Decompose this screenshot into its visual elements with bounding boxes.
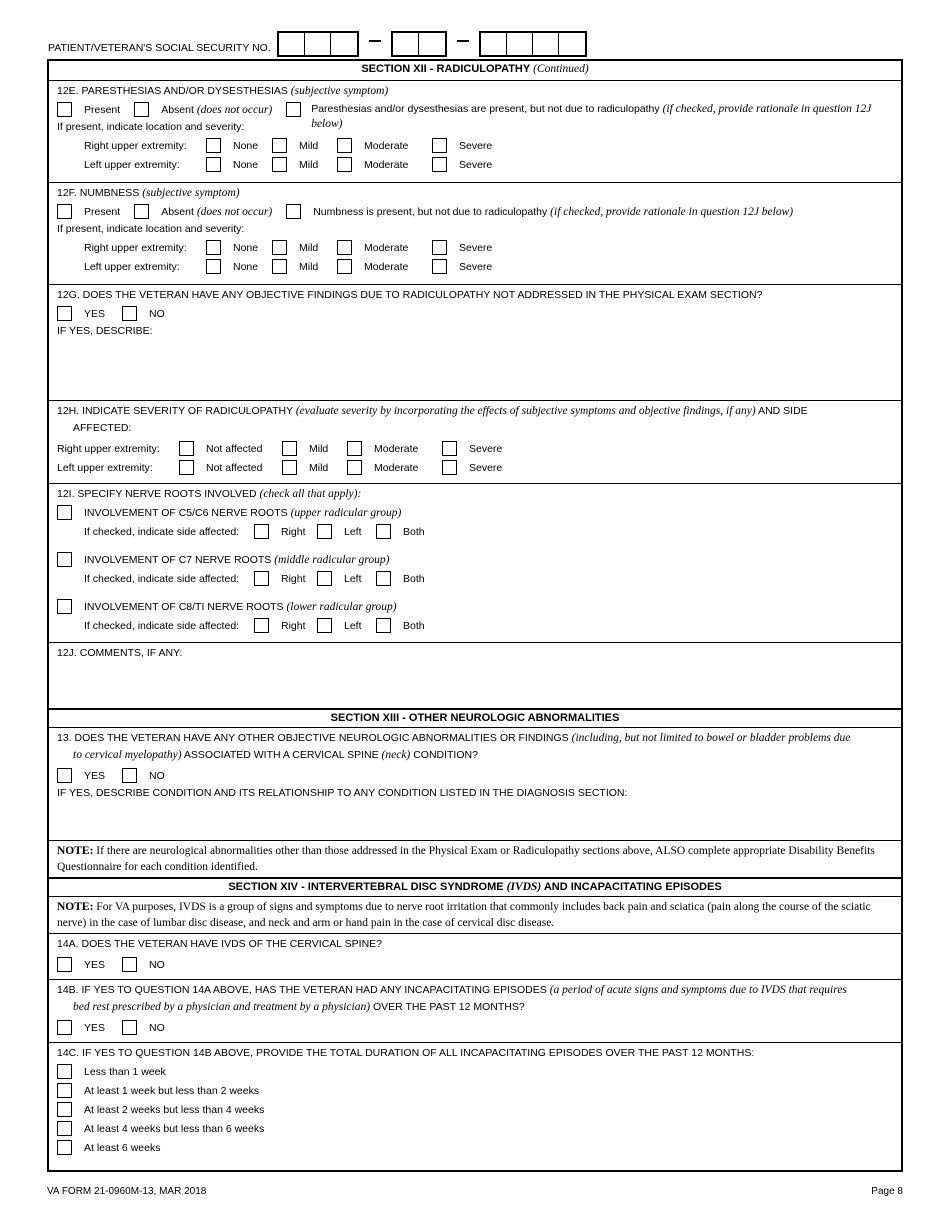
checkbox-none[interactable] bbox=[206, 240, 221, 255]
checkbox-right[interactable] bbox=[254, 618, 269, 633]
checkbox-severe[interactable] bbox=[432, 240, 447, 255]
checkbox-mild[interactable] bbox=[272, 157, 287, 172]
checkbox-not-affected[interactable] bbox=[179, 460, 194, 475]
checkbox-absent[interactable] bbox=[134, 204, 149, 219]
ssn-label: PATIENT/VETERAN'S SOCIAL SECURITY NO. bbox=[48, 42, 271, 54]
checkbox-no[interactable] bbox=[122, 957, 137, 972]
checkbox-none[interactable] bbox=[206, 259, 221, 274]
checkbox-not-radiculopathy[interactable] bbox=[286, 102, 301, 117]
checkbox-both[interactable] bbox=[376, 618, 391, 633]
checkbox-moderate[interactable] bbox=[337, 138, 352, 153]
question-14a: 14A. DOES THE VETERAN HAVE IVDS OF THE CERVICAL SPINE? YES NO bbox=[49, 934, 901, 980]
ssn-part-2[interactable] bbox=[391, 31, 447, 57]
question-12g: 12G. DOES THE VETERAN HAVE ANY OBJECTIVE FINDINGS DUE TO RADICULOPATHY NOT ADDRESSED IN THE PHYSICAL EXAM SECTION? YES NO IF YES, DESCRIBE: bbox=[49, 285, 901, 401]
checkbox-moderate[interactable] bbox=[337, 157, 352, 172]
form-number: VA FORM 21-0960M-13, MAR 2018 bbox=[47, 1186, 207, 1197]
checkbox-mild[interactable] bbox=[272, 138, 287, 153]
checkbox[interactable] bbox=[57, 1064, 72, 1079]
indicate-label: If present, indicate location and severity: bbox=[57, 223, 245, 235]
checkbox-c5c6[interactable] bbox=[57, 505, 72, 520]
question-14b: 14B. IF YES TO QUESTION 14A ABOVE, HAS THE VETERAN HAD ANY INCAPACITATING EPISODES (a period of acute signs and symptoms due to IVDS that requires bed rest prescribed by a physician and treatment by a physician) OVER THE PAST 12 MONTHS? YES NO bbox=[49, 980, 901, 1043]
section-xiv-header: SECTION XIV - INTERVERTEBRAL DISC SYNDROME (IVDS) AND INCAPACITATING EPISODES bbox=[49, 877, 901, 897]
checkbox[interactable] bbox=[57, 1083, 72, 1098]
checkbox-mild[interactable] bbox=[282, 460, 297, 475]
question-12j[interactable]: 12J. COMMENTS, IF ANY: bbox=[57, 647, 183, 659]
checkbox-none[interactable] bbox=[206, 138, 221, 153]
duration-option[interactable]: At least 4 weeks but less than 6 weeks bbox=[57, 1119, 893, 1138]
question-12i: 12I. SPECIFY NERVE ROOTS INVOLVED (check all that apply): INVOLVEMENT OF C5/C6 NERVE ROOTS (upper radicular group) If checked, indicate side affected: Right Left Both INVOLVEMENT OF C7 NERVE ROOTS (middle radicular group) If checked, indicate side affected: Right Left Both INVOLVEMENT OF C8/TI NERVE ROOTS (lower radicular group) If checked, indicate side affected: Right Left Both bbox=[49, 484, 901, 643]
checkbox-moderate[interactable] bbox=[347, 441, 362, 456]
checkbox-both[interactable] bbox=[376, 571, 391, 586]
ssn-part-1[interactable] bbox=[277, 31, 359, 57]
question-12e: 12E. PARESTHESIAS AND/OR DYSESTHESIAS (subjective symptom) Present Absent (does not occur) If present, indicate location and severity: Paresthesias and/or dysesthesias are present, but not due to radiculopathy (if checked, provide rationale in question 12J below) Right upper extremity: None Mild Moderate Severe Left upper extremity: None Mild Moderate Severe bbox=[49, 81, 901, 183]
checkbox-c8t1[interactable] bbox=[57, 599, 72, 614]
checkbox-moderate[interactable] bbox=[347, 460, 362, 475]
checkbox-c7[interactable] bbox=[57, 552, 72, 567]
checkbox-left[interactable] bbox=[317, 618, 332, 633]
checkbox-right[interactable] bbox=[254, 571, 269, 586]
checkbox-yes[interactable] bbox=[57, 957, 72, 972]
checkbox-not-affected[interactable] bbox=[179, 441, 194, 456]
checkbox-both[interactable] bbox=[376, 524, 391, 539]
checkbox-left[interactable] bbox=[317, 571, 332, 586]
duration-option[interactable]: At least 6 weeks bbox=[57, 1138, 893, 1157]
ssn-part-3[interactable] bbox=[479, 31, 587, 57]
checkbox-moderate[interactable] bbox=[337, 259, 352, 274]
checkbox-mild[interactable] bbox=[272, 259, 287, 274]
checkbox-no[interactable] bbox=[122, 1020, 137, 1035]
checkbox-mild[interactable] bbox=[272, 240, 287, 255]
page-number: Page 8 bbox=[871, 1186, 903, 1197]
checkbox-severe[interactable] bbox=[432, 259, 447, 274]
section-xiii-header: SECTION XIII - OTHER NEUROLOGIC ABNORMALITIES bbox=[49, 708, 901, 728]
checkbox-none[interactable] bbox=[206, 157, 221, 172]
checkbox-left[interactable] bbox=[317, 524, 332, 539]
form-body bbox=[47, 59, 903, 1172]
indicate-label: If present, indicate location and severity: bbox=[57, 121, 245, 133]
section-xii-header: SECTION XII - RADICULOPATHY (Continued) bbox=[49, 61, 901, 81]
checkbox-right[interactable] bbox=[254, 524, 269, 539]
nerve-root-c5c6: INVOLVEMENT OF C5/C6 NERVE ROOTS (upper radicular group) If checked, indicate side affected: Right Left Both bbox=[57, 503, 893, 541]
note-ivds: NOTE: For VA purposes, IVDS is a group of signs and symptoms due to nerve root irritation that commonly includes back pain and sciatica (pain along the course of the sciatic nerve) in the case of lumbar disc disease, and neck and arm or hand pain in the case of cervical disc disease. bbox=[49, 897, 901, 934]
duration-option[interactable]: At least 1 week but less than 2 weeks bbox=[57, 1081, 893, 1100]
checkbox[interactable] bbox=[57, 1121, 72, 1136]
checkbox-yes[interactable] bbox=[57, 768, 72, 783]
duration-option[interactable]: Less than 1 week bbox=[57, 1062, 893, 1081]
checkbox-yes[interactable] bbox=[57, 306, 72, 321]
checkbox[interactable] bbox=[57, 1140, 72, 1155]
nerve-root-c8t1: INVOLVEMENT OF C8/TI NERVE ROOTS (lower radicular group) If checked, indicate side affected: Right Left Both bbox=[57, 597, 893, 635]
nerve-root-c7: INVOLVEMENT OF C7 NERVE ROOTS (middle radicular group) If checked, indicate side affected: Right Left Both bbox=[57, 550, 893, 588]
question-13: 13. DOES THE VETERAN HAVE ANY OTHER OBJECTIVE NEUROLOGIC ABNORMALITIES OR FINDINGS (including, but not limited to bowel or bladder problems due to cervical myelopathy) ASSOCIATED WITH A CERVICAL SPINE (neck) CONDITION? YES NO IF YES, DESCRIBE CONDITION AND ITS RELATIONSHIP TO ANY CONDITION LISTED IN THE DIAGNOSIS SECTION: bbox=[49, 728, 901, 841]
checkbox-present[interactable] bbox=[57, 102, 72, 117]
checkbox-severe[interactable] bbox=[442, 460, 457, 475]
checkbox-severe[interactable] bbox=[442, 441, 457, 456]
duration-option[interactable]: At least 2 weeks but less than 4 weeks bbox=[57, 1100, 893, 1119]
checkbox-moderate[interactable] bbox=[337, 240, 352, 255]
checkbox-not-radiculopathy[interactable] bbox=[286, 204, 301, 219]
checkbox[interactable] bbox=[57, 1102, 72, 1117]
checkbox-mild[interactable] bbox=[282, 441, 297, 456]
checkbox-severe[interactable] bbox=[432, 157, 447, 172]
question-12h: 12H. INDICATE SEVERITY OF RADICULOPATHY (evaluate severity by incorporating the effects of subjective symptoms and objective findings, if any) AND SIDE AFFECTED: Right upper extremity: Not affected Mild Moderate Severe Left upper extremity: Not affected Mild Moderate Severe bbox=[49, 401, 901, 484]
checkbox-absent[interactable] bbox=[134, 102, 149, 117]
ssn-field-group bbox=[48, 31, 587, 57]
checkbox-severe[interactable] bbox=[432, 138, 447, 153]
checkbox-yes[interactable] bbox=[57, 1020, 72, 1035]
checkbox-no[interactable] bbox=[122, 768, 137, 783]
checkbox-present[interactable] bbox=[57, 204, 72, 219]
checkbox-no[interactable] bbox=[122, 306, 137, 321]
question-14c: 14C. IF YES TO QUESTION 14B ABOVE, PROVIDE THE TOTAL DURATION OF ALL INCAPACITATING EPISODES OVER THE PAST 12 MONTHS: Less than 1 week At least 1 week but less than 2 weeks At least 2 weeks but less than 4 weeks At least 4 weeks but less than 6 weeks At least 6 weeks bbox=[49, 1043, 901, 1159]
question-12f: 12F. NUMBNESS (subjective symptom) Present Absent (does not occur) Numbness is present, but not due to radiculopathy (if checked, provide rationale in question 12J below) If present, indicate location and severity: Right upper extremity: None Mild Moderate Severe Left upper extremity: None Mild Moderate Severe bbox=[49, 183, 901, 285]
note-neurological: NOTE: If there are neurological abnormalities other than those addressed in the Physical Exam or Radiculopathy sections above, ALSO complete appropriate Disability Benefits Questionnaire for each condition identified. bbox=[57, 845, 875, 873]
